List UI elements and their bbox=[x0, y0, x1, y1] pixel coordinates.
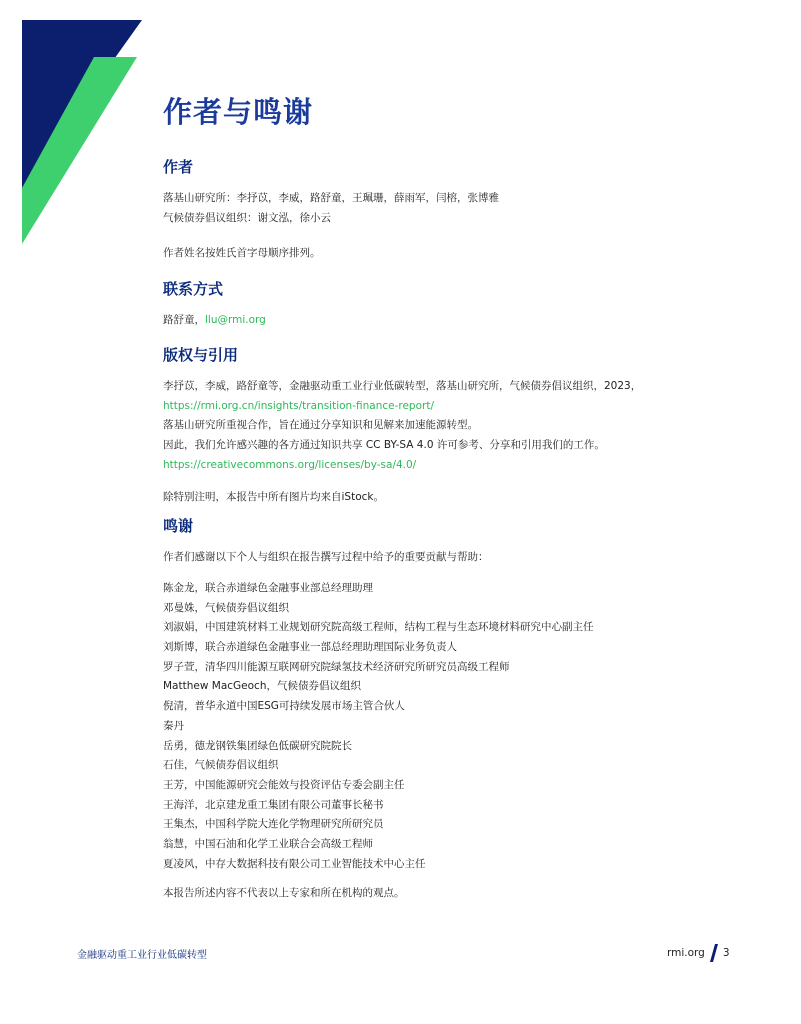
authors-note: 作者姓名按姓氏首字母顺序排列。 bbox=[163, 247, 321, 259]
footer-page-info bbox=[667, 944, 730, 962]
list-item: 王海洋，北京建龙重工集团有限公司董事长秘书 bbox=[163, 798, 384, 811]
authors-line-rmi: 落基山研究所：李抒苡，李威，路舒童，王珮珊，薛雨军，闫榕，张博雅 bbox=[163, 192, 499, 204]
contact-name: 路舒童， bbox=[163, 314, 205, 326]
image-credit-note: 除特别注明，本报告中所有图片均来自iStock。 bbox=[163, 491, 384, 503]
acknowledgements-list bbox=[163, 579, 594, 874]
list-item: 王集杰，中国科学院大连化学物理研究所研究员 bbox=[163, 818, 384, 831]
contact-heading: 联系方式 bbox=[163, 280, 224, 298]
citation-text: 李抒苡，李威，路舒童等，金融驱动重工业行业低碳转型，落基山研究所，气候债券倡议组织，2023， bbox=[163, 380, 642, 392]
citation-link[interactable]: https://rmi.org.cn/insights/transition-finance-report/ bbox=[163, 399, 434, 412]
copyright-heading: 版权与引用 bbox=[163, 346, 239, 364]
slash-separator-icon bbox=[710, 944, 718, 962]
list-item: 岳勇，德龙钢铁集团绿色低碳研究院院长 bbox=[163, 739, 352, 752]
contact-line bbox=[163, 311, 266, 330]
list-item: 罗子萱，清华四川能源互联网研究院绿氢技术经济研究所研究员高级工程师 bbox=[163, 660, 510, 673]
license-link[interactable]: https://creativecommons.org/licenses/by-sa/4.0/ bbox=[163, 458, 417, 471]
collaboration-text: 落基山研究所重视合作，旨在通过分享知识和见解来加速能源转型。 bbox=[163, 419, 478, 432]
page-number: 3 bbox=[722, 947, 730, 959]
list-item: 陈金龙，联合赤道绿色金融事业部总经理助理 bbox=[163, 582, 373, 594]
acknowledgements-heading: 鸣谢 bbox=[163, 517, 194, 535]
list-item: 秦丹 bbox=[163, 719, 184, 732]
list-item: 刘淑娟，中国建筑材料工业规划研究院高级工程师，结构工程与生态环境材料研究中心副主任 bbox=[163, 621, 594, 634]
authors-list bbox=[163, 189, 499, 228]
list-item: Matthew MacGeoch，气候债券倡议组织 bbox=[163, 680, 361, 693]
list-item: 倪清，普华永道中国ESG可持续发展市场主管合伙人 bbox=[163, 700, 405, 713]
authors-line-cbi: 气候债券倡议组织：谢文泓，徐小云 bbox=[163, 211, 331, 224]
copyright-body bbox=[163, 377, 641, 475]
contact-email-link[interactable]: llu@rmi.org bbox=[205, 314, 266, 326]
disclaimer-text: 本报告所述内容不代表以上专家和所在机构的观点。 bbox=[163, 887, 405, 899]
list-item: 刘斯博，联合赤道绿色金融事业一部总经理助理国际业务负责人 bbox=[163, 641, 457, 654]
footer-site-link[interactable]: rmi.org bbox=[667, 947, 705, 959]
list-item: 夏凌风，中存大数据科技有限公司工业智能技术中心主任 bbox=[163, 857, 426, 870]
list-item: 石佳，气候债券倡议组织 bbox=[163, 759, 279, 772]
authors-heading: 作者 bbox=[163, 158, 194, 176]
corner-decoration bbox=[0, 0, 150, 250]
license-text: 因此，我们允许感兴趣的各方通过知识共享 CC BY-SA 4.0 许可参考、分享和引用我们的工作。 bbox=[163, 439, 605, 452]
footer-report-title: 金融驱动重工业行业低碳转型 bbox=[77, 950, 207, 961]
list-item: 翁慧，中国石油和化学工业联合会高级工程师 bbox=[163, 837, 373, 850]
list-item: 邓曼姝，气候债券倡议组织 bbox=[163, 601, 289, 614]
list-item: 王芳，中国能源研究会能效与投资评估专委会副主任 bbox=[163, 778, 405, 791]
acknowledgements-intro: 作者们感谢以下个人与组织在报告撰写过程中给予的重要贡献与帮助： bbox=[163, 551, 489, 563]
page-title: 作者与鸣谢 bbox=[163, 95, 314, 129]
